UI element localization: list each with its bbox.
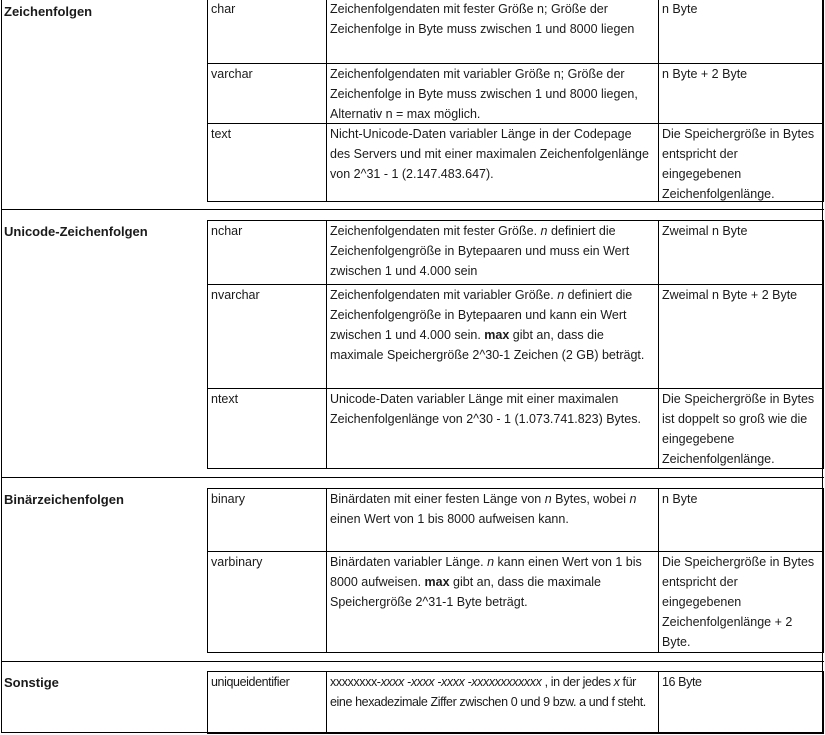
type-group-binaer	[207, 488, 824, 653]
section-divider	[1, 477, 824, 478]
description-cell: Zeichenfolgendaten mit fester Größe n; Größe der Zeichenfolge in Byte muss zwischen 1 und 8000 liegen	[327, 0, 659, 63]
description-cell: Zeichenfolgendaten mit variabler Größe n; Größe der Zeichenfolge in Byte muss zwischen 1 und 8000 liegen, Alternativ n = max möglich.	[327, 64, 659, 123]
storage-cell: Zweimal n Byte	[662, 224, 748, 238]
table-row	[208, 221, 823, 284]
table-row	[208, 123, 823, 201]
type-cell: binary	[208, 489, 327, 551]
category-label: Zeichenfolgen	[4, 4, 93, 19]
category-label: Binärzeichenfolgen	[4, 492, 124, 507]
storage-cell: n Byte	[662, 492, 698, 506]
table-row	[208, 388, 823, 468]
type-cell: uniqueidentifier	[208, 672, 327, 732]
description-cell: Zeichenfolgendaten mit variabler Größe. n definiert die Zeichenfolgengröße in Bytepaaren und kann ein Wert zwischen 1 und 4.000 sein. max gibt an, dass die maximale Speichergröße 2^30-1 Zeichen (2 GB) beträgt.	[327, 285, 659, 388]
type-group-sonstige	[207, 671, 824, 734]
table-row	[208, 63, 823, 123]
description-cell: Unicode-Daten variabler Länge mit einer maximalen Zeichenfolgenlänge von 2^30 - 1 (1.073.741.823) Bytes.	[327, 389, 659, 468]
table-row	[208, 489, 823, 551]
description-cell: xxxxxxxx-xxxx -xxxx -xxxx -xxxxxxxxxxxx , in der jedes x für eine hexadezimale Ziffer zwischen 0 und 9 bzw. a und f steht.	[327, 672, 659, 732]
type-cell: char	[208, 0, 327, 63]
section-divider	[1, 209, 824, 210]
table-row	[208, 284, 823, 388]
type-cell: nvarchar	[208, 285, 327, 388]
storage-cell: Zweimal n Byte + 2 Byte	[662, 288, 798, 302]
table-row	[208, 0, 823, 63]
table-row	[208, 672, 823, 732]
storage-cell: Die Speichergröße in Bytes entspricht der eingegebenen Zeichenfolgenlänge.	[662, 127, 815, 201]
type-cell: text	[208, 124, 327, 201]
type-cell: nchar	[208, 221, 327, 284]
description-cell: Binärdaten mit einer festen Länge von n Bytes, wobei n einen Wert von 1 bis 8000 aufweisen kann.	[327, 489, 659, 551]
storage-cell: n Byte + 2 Byte	[662, 67, 748, 81]
type-cell: varchar	[208, 64, 327, 123]
storage-cell: 16 Byte	[662, 675, 702, 689]
description-cell: Binärdaten variabler Länge. n kann einen Wert von 1 bis 8000 aufweisen. max gibt an, dass die maximale Speichergröße 2^31-1 Byte beträgt.	[327, 552, 659, 652]
category-label: Sonstige	[4, 675, 59, 690]
storage-cell: Die Speichergröße in Bytes entspricht der eingegebenen Zeichenfolgenlänge + 2 Byte.	[662, 555, 815, 649]
description-cell: Zeichenfolgendaten mit fester Größe. n definiert die Zeichenfolgengröße in Bytepaaren und muss ein Wert zwischen 1 und 4.000 sein	[327, 221, 659, 284]
category-label: Unicode-Zeichenfolgen	[4, 224, 148, 239]
type-group-zeichenfolgen	[207, 0, 824, 202]
storage-cell: Die Speichergröße in Bytes ist doppelt so groß wie die eingegebene Zeichenfolgenlänge.	[662, 392, 815, 466]
table-row	[208, 551, 823, 652]
storage-cell: n Byte	[662, 2, 698, 16]
type-cell: varbinary	[208, 552, 327, 652]
type-group-unicode	[207, 220, 824, 469]
type-cell: ntext	[208, 389, 327, 468]
section-divider	[1, 661, 824, 662]
description-cell: Nicht-Unicode-Daten variabler Länge in der Codepage des Servers und mit einer maximalen Zeichenfolgenlänge von 2^31 - 1 (2.147.483.647).	[327, 124, 659, 201]
